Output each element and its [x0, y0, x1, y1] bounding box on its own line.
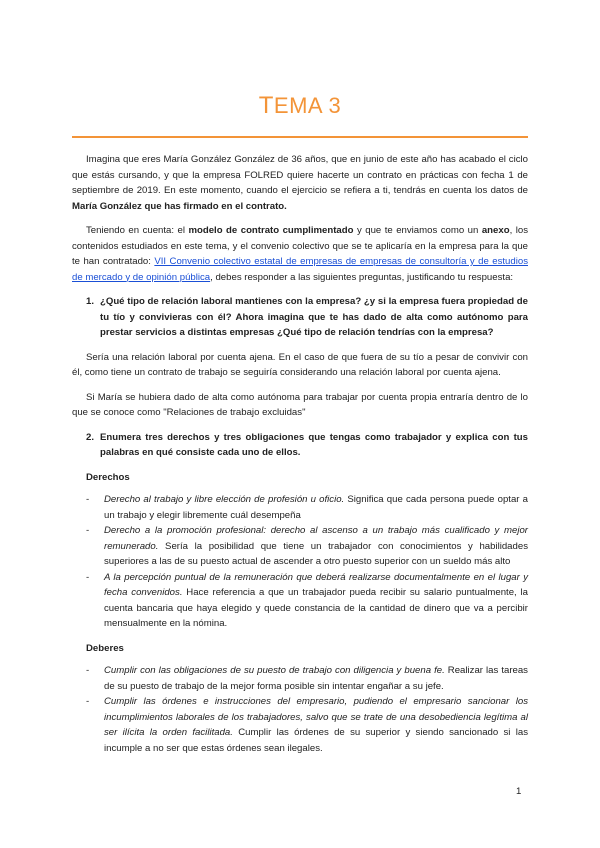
answer-1-paragraph-2: Si María se hubiera dado de alta como autónoma para trabajar por cuenta propia entraría dentro de lo que se conoce como "Relaciones de trabajo excluidas" — [72, 391, 528, 418]
intro-p1-text: Imagina que eres María González González de 36 años, que en junio de este año has acabado el ciclo que estás cursando, y que la empresa FOLRED quiere hacerte un contrato en prácticas con fecha 1 de septiembre de 2019. En este momento, cuando el ejercicio se refiera a ti, tendrás en cuenta los datos de — [72, 154, 528, 196]
dash-bullet: - — [86, 494, 90, 505]
question-1-text: ¿Qué tipo de relación laboral mantienes con la empresa? ¿y si la empresa fuera propiedad de tu tío y convivieras con él? Ahora imagina que te has dado de alta como autónomo para prestar servicios a distintas empresas ¿Qué tipo de relación tendrías con la empresa? — [100, 296, 528, 338]
list-item-body — [104, 663, 528, 694]
dash-bullet: - — [86, 571, 90, 583]
intro-p2-c: y que te enviamos como un — [353, 225, 482, 236]
dash-bullet: - — [86, 665, 90, 676]
answer-1-paragraph-1: Sería una relación laboral por cuenta ajena. En el caso de que fuera de su tío a pesar de convivir con él, como tiene un contrato de trabajo se seguiría considerando una relación laboral por cuenta ajena. — [72, 351, 528, 378]
question-2-text: Enumera tres derechos y tres obligaciones que tengas como trabajador y explica con tus palabras en qué consiste cada uno de ellos. — [100, 431, 528, 458]
document-body — [72, 152, 528, 765]
derechos-list — [72, 492, 528, 632]
list-item-italic: Cumplir las órdenes e instrucciones del empresario, pudiendo el empresario sancionar los incumplimientos laborales de los trabajadores, salvo que se trate de una desobediencia legítima al ser ilícita la orden facilitada. — [104, 696, 528, 738]
title-rest: EMA 3 — [273, 93, 342, 118]
title-divider — [72, 136, 528, 138]
intro-p2-b: modelo de contrato cumplimentado — [188, 225, 354, 236]
list-item-plain: Significa que cada persona puede optar a un trabajo y elegir libremente cuál desempeña — [104, 494, 528, 521]
convenio-link[interactable]: VII Convenio colectivo estatal de empresas de empresas de consultoría y de estudios de mercado y de opinión pública — [72, 256, 528, 283]
list-item — [72, 492, 528, 523]
intro-p2-a: Teniendo en cuenta: el — [86, 225, 189, 236]
deberes-list — [72, 663, 528, 756]
question-2 — [72, 430, 528, 461]
intro-paragraph-1 — [72, 152, 528, 214]
list-item-plain: Realizar las tareas de su puesto de trabajo de la mejor forma posible sin intentar engañar a su jefe. — [104, 665, 528, 692]
question-2-number: 2. — [86, 431, 95, 443]
list-item — [72, 663, 528, 694]
intro-paragraph-2 — [72, 223, 528, 285]
list-item-italic: Derecho al trabajo y libre elección de profesión u oficio. — [104, 494, 345, 505]
list-item-italic: Cumplir con las obligaciones de su puesto de trabajo con diligencia y buena fe. — [104, 665, 445, 676]
intro-p2-e: , los contenidos estudiados en este tema, y el convenio colectivo que se te aplicaría en la empresa para la que te han contratado: — [72, 225, 528, 267]
list-item-body — [104, 694, 528, 756]
dash-bullet: - — [86, 525, 90, 536]
question-1 — [72, 294, 528, 341]
question-1-number: 1. — [86, 296, 95, 307]
list-item-plain: Cumplir las órdenes de su superior y siendo sancionado si las incumple a no ser que estas órdenes sean ilegales. — [104, 727, 528, 754]
list-item-plain: Sería la posibilidad que tiene un trabajador con conocimientos y habilidades superiores a las de su puesto actual de ascender a otro puesto superior con un sueldo más alto — [104, 540, 528, 567]
list-item — [72, 523, 528, 570]
list-item-body — [104, 570, 528, 632]
deberes-heading: Deberes — [86, 642, 124, 654]
list-item-italic: Derecho a la promoción profesional: derecho al ascenso a un trabajo más cualificado y mejor remunerado. — [104, 525, 528, 552]
list-item-body — [104, 492, 528, 523]
list-item — [72, 694, 528, 756]
list-item-plain: Hace referencia a que un trabajador pueda recibir su salario puntualmente, la cuenta bancaria que haya elegido y quede constancia de la cantidad de dinero que va a percibir mensualmente en la nómina. — [104, 587, 528, 629]
derechos-heading: Derechos — [86, 471, 130, 483]
page-number: 1 — [516, 786, 522, 797]
intro-p2-f: , debes responder a las siguientes preguntas, justificando tu respuesta: — [210, 271, 514, 283]
page-title — [0, 92, 600, 120]
list-item-body — [104, 523, 528, 570]
intro-p2-d: anexo — [481, 225, 510, 236]
title-initial: T — [258, 92, 274, 119]
list-item-italic: A la percepción puntual de la remuneración que deberá realizarse documentalmente en el lugar y fecha convenidos. — [104, 571, 528, 598]
intro-p1-bold: María González que has firmado en el contrato. — [72, 200, 287, 212]
list-item — [72, 570, 528, 632]
dash-bullet: - — [86, 696, 90, 707]
